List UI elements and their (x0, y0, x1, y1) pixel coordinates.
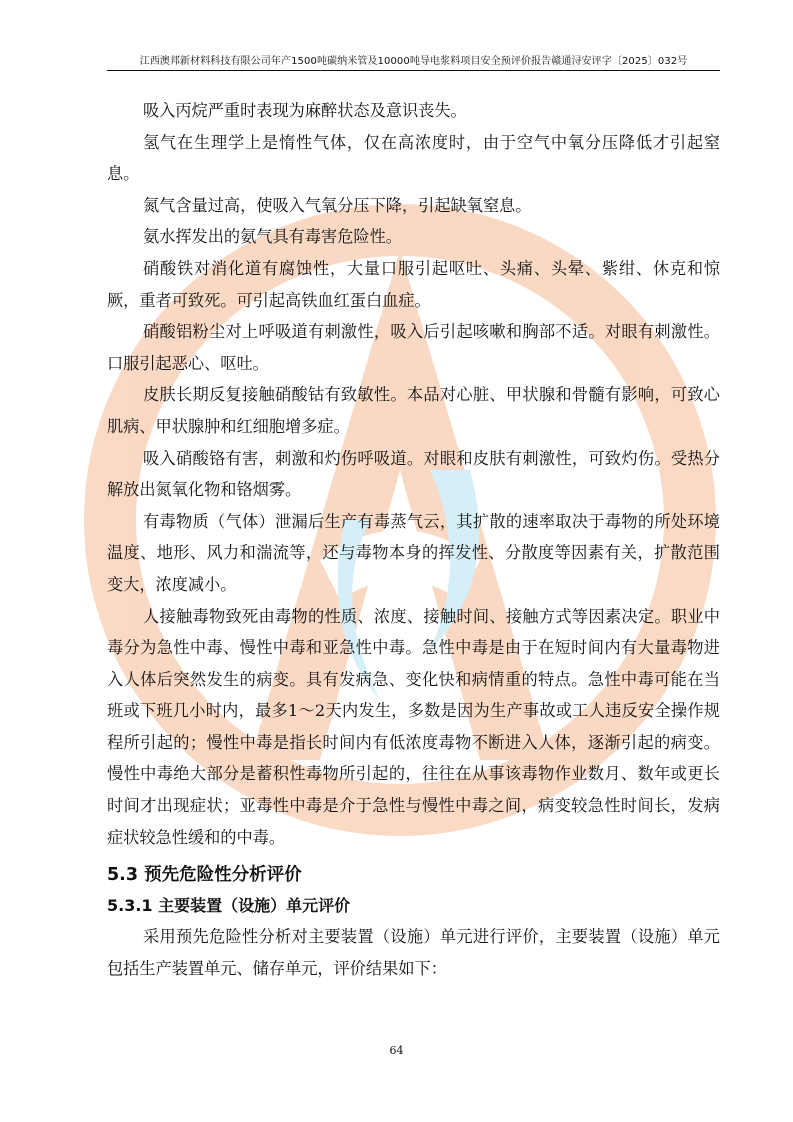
paragraph: 皮肤长期反复接触硝酸钴有致敏性。本品对心脏、甲状腺和骨髓有影响，可致心肌病、甲状腺肿和红细胞增多症。 (107, 385, 720, 436)
page-header: 江西澳邦新材料科技有限公司年产1500吨碳纳米管及10000吨导电浆料项目安全预评价报告赣通浔安评字〔2025〕032号 (139, 56, 688, 67)
paragraph: 吸入硝酸铬有害，刺激和灼伤呼吸道。对眼和皮肤有刺激性，可致灼伤。受热分解放出氮氧化物和铬烟雾。 (107, 448, 720, 500)
paragraph: 硝酸铝粉尘对上呼吸道有刺激性，吸入后引起咳嗽和胸部不适。对眼有刺激性。口服引起恶心、呕吐。 (107, 322, 720, 373)
subsection-heading: 5.3.1 主要装置（设施）单元评价 (107, 896, 351, 916)
header-rule (107, 70, 720, 71)
paragraph: 采用预先危险性分析对主要装置（设施）单元进行评价，主要装置（设施）单元包括生产装置单元、储存单元，评价结果如下： (107, 927, 720, 978)
paragraph: 人接触毒物致死由毒物的性质、浓度、接触时间、接触方式等因素决定。职业中毒分为急性中毒、慢性中毒和亚急性中毒。急性中毒是由于在短时间内有大量毒物进入人体后突然发生的病变。具有发病急、变化快和病情重的特点。急性中毒可能在当班或下班几小时内，最多1～2天内发生，多数是因为生产事故或工人违反安全操作规程所引起的；慢性中毒是指长时间内有低浓度毒物不断进入人体，逐渐引起的病变。慢性中毒绝大部分是蓄积性毒物所引起的，往往在从事该毒物作业数月、数年或更长时间才出现症状；亚毒性中毒是介于急性与慢性中毒之间，病变较急性时间长，发病症状较急性缓和的中毒。 (107, 606, 720, 847)
paragraph: 氮气含量过高，使吸入气氧分压下降，引起缺氧窒息。 (143, 195, 532, 215)
page-number: 64 (389, 1044, 404, 1057)
paragraph: 有毒物质（气体）泄漏后生产有毒蒸气云，其扩散的速率取决于毒物的所处环境温度、地形、风力和湍流等，还与毒物本身的挥发性、分散度等因素有关，扩散范围变大，浓度减小。 (107, 511, 720, 594)
paragraph: 氨水挥发出的氨气具有毒害危险性。 (143, 227, 402, 247)
paragraph: 吸入丙烷严重时表现为麻醉状态及意识丧失。 (143, 101, 467, 120)
paragraph: 硝酸铁对消化道有腐蚀性，大量口服引起呕吐、头痛、头晕、紫绀、休克和惊厥，重者可致死。可引起高铁血红蛋白血症。 (107, 258, 720, 310)
document-body (107, 95, 720, 984)
paragraph: 氢气在生理学上是惰性气体，仅在高浓度时，由于空气中氧分压降低才引起窒息。 (107, 132, 720, 184)
section-heading: 5.3 预先危险性分析评价 (107, 865, 302, 886)
